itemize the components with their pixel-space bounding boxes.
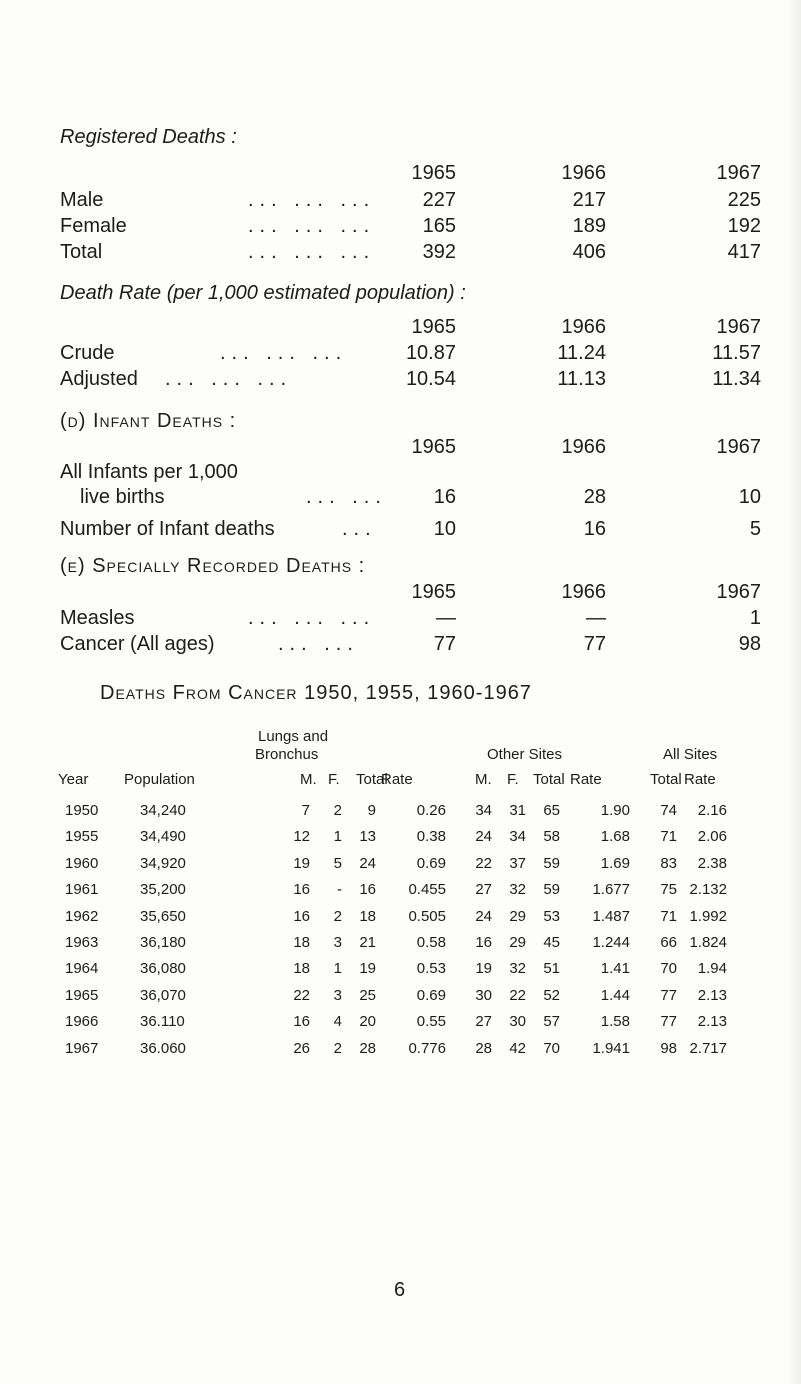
- col-other-total-cell: 45: [543, 934, 560, 951]
- col-lungs-total-cell: 25: [359, 986, 376, 1004]
- registered-row-label: Total: [60, 241, 103, 263]
- col-population-cell: 36,070: [140, 986, 186, 1004]
- registered-deaths-title: Registered Deaths :: [60, 126, 237, 148]
- col-lungs-f-cell: 3: [333, 934, 342, 951]
- row-leader: ... ... ...: [220, 342, 348, 364]
- col-other-rate-cell: 1.90: [600, 802, 630, 819]
- infant-row-label-cont: live births: [80, 486, 165, 508]
- table-row: [60, 987, 750, 1011]
- col-year-cell: 1963: [65, 934, 99, 951]
- col-lungs-rate-cell: 0.776: [408, 1039, 446, 1057]
- table-row: [60, 828, 750, 852]
- col-lungs-f-cell: 1: [333, 828, 342, 846]
- group-header-lungs-cont: Bronchus: [255, 746, 319, 763]
- col-lungs-m-cell: 22: [293, 986, 310, 1004]
- death-rate-year: 1965: [411, 316, 456, 338]
- infant-rate-1965: 16: [433, 486, 456, 508]
- col-year-cell: 1950: [65, 802, 99, 819]
- col-all-rate-cell: 2.132: [689, 881, 727, 899]
- death-rate-year: 1966: [561, 316, 606, 338]
- col-year-cell: 1967: [65, 1039, 99, 1057]
- col-other-f-cell: 32: [509, 881, 526, 899]
- col-lungs-f-header: F.: [328, 771, 340, 788]
- col-all-total-cell: 71: [660, 828, 677, 846]
- table-row: [60, 934, 750, 958]
- col-population-cell: 35,200: [140, 881, 186, 899]
- col-lungs-m-cell: 16: [293, 1013, 310, 1031]
- table-row: [60, 1013, 750, 1037]
- col-lungs-rate-cell: 0.38: [416, 828, 446, 846]
- col-lungs-total-cell: 18: [359, 907, 376, 925]
- measles-1967: 1: [749, 607, 761, 629]
- col-lungs-total-cell: 24: [359, 854, 376, 872]
- col-other-rate-cell: 1.58: [600, 1013, 630, 1031]
- measles-1966: —: [586, 607, 606, 629]
- infant-deaths-1965: 10: [433, 518, 456, 540]
- group-header-lungs: Lungs and: [258, 728, 329, 745]
- col-lungs-m-cell: 19: [293, 854, 310, 872]
- col-lungs-m-cell: 7: [301, 802, 310, 819]
- col-lungs-m-cell: 16: [293, 881, 310, 899]
- col-other-total-cell: 52: [543, 986, 560, 1004]
- col-lungs-f-cell: 5: [333, 854, 342, 872]
- death-rate-row-label: Crude: [60, 342, 115, 364]
- col-other-m-cell: 30: [475, 986, 492, 1004]
- col-population-header: Population: [124, 771, 195, 788]
- col-other-f-cell: 30: [509, 1013, 526, 1031]
- col-lungs-total-header: Total: [356, 771, 388, 788]
- col-other-rate-header: Rate: [570, 771, 602, 788]
- col-lungs-total-cell: 20: [359, 1013, 376, 1031]
- col-other-f-cell: 37: [509, 854, 526, 872]
- infant-year: 1965: [411, 436, 456, 458]
- death-rate-title: Death Rate (per 1,000 estimated population) :: [60, 282, 466, 304]
- col-lungs-m-cell: 18: [293, 960, 310, 978]
- col-other-total-cell: 57: [543, 1013, 560, 1031]
- col-lungs-total-cell: 9: [367, 802, 376, 819]
- registered-year-1966: 1966: [561, 162, 606, 184]
- col-all-rate-cell: 2.13: [697, 1013, 727, 1031]
- special-year: 1967: [716, 581, 761, 603]
- col-all-rate-header: Rate: [684, 771, 716, 788]
- col-lungs-rate-cell: 0.69: [416, 854, 446, 872]
- col-lungs-f-cell: -: [337, 881, 342, 899]
- col-lungs-rate-cell: 0.69: [416, 986, 446, 1004]
- special-year: 1966: [561, 581, 606, 603]
- special-year: 1965: [411, 581, 456, 603]
- col-population-cell: 35,650: [140, 907, 186, 925]
- registered-row-label: Female: [60, 215, 127, 237]
- col-all-total-cell: 77: [660, 986, 677, 1004]
- page-edge-shadow: [787, 0, 801, 1384]
- col-other-rate-cell: 1.68: [600, 828, 630, 846]
- col-other-rate-cell: 1.677: [592, 881, 630, 899]
- table-row: [60, 1040, 750, 1064]
- row-leader: ... ...: [306, 486, 387, 508]
- page-number: 6: [394, 1279, 406, 1301]
- col-other-rate-cell: 1.69: [600, 854, 630, 872]
- col-all-total-cell: 77: [660, 1013, 677, 1031]
- col-other-total-header: Total: [533, 771, 565, 788]
- cancer-1967: 98: [738, 633, 761, 655]
- infant-rate-1967: 10: [738, 486, 761, 508]
- infant-year: 1967: [716, 436, 761, 458]
- col-other-total-cell: 58: [543, 828, 560, 846]
- col-other-f-cell: 31: [509, 802, 526, 819]
- col-population-cell: 34,490: [140, 828, 186, 846]
- col-other-rate-cell: 1.244: [592, 934, 630, 951]
- infant-deaths-1966: 16: [583, 518, 606, 540]
- col-other-f-header: F.: [507, 771, 519, 788]
- col-other-total-cell: 59: [543, 854, 560, 872]
- col-year-cell: 1962: [65, 907, 99, 925]
- crude-rate-1967: 11.57: [712, 342, 761, 364]
- registered-female-1965: 165: [422, 215, 456, 237]
- table-row: [60, 908, 750, 932]
- col-all-total-header: Total: [650, 771, 682, 788]
- col-lungs-rate-cell: 0.505: [408, 907, 446, 925]
- col-lungs-m-cell: 26: [293, 1039, 310, 1057]
- col-all-rate-cell: 1.824: [689, 934, 727, 951]
- infant-row-label: All Infants per 1,000: [60, 461, 238, 483]
- row-leader: ... ... ...: [248, 241, 376, 263]
- infant-deaths-1967: 5: [749, 518, 761, 540]
- col-other-m-cell: 34: [475, 802, 492, 819]
- col-other-m-cell: 22: [475, 854, 492, 872]
- special-row-label: Measles: [60, 607, 135, 629]
- col-year-cell: 1964: [65, 960, 99, 978]
- cancer-table-header-row: [60, 771, 750, 795]
- registered-total-1965: 392: [422, 241, 456, 263]
- col-other-m-header: M.: [475, 771, 492, 788]
- adjusted-rate-1966: 11.13: [557, 368, 606, 390]
- death-rate-row-label: Adjusted: [60, 368, 138, 390]
- col-all-total-cell: 66: [660, 934, 677, 951]
- group-header-other: Other Sites: [487, 746, 563, 763]
- col-other-f-cell: 42: [509, 1039, 526, 1057]
- registered-total-1967: 417: [727, 241, 761, 263]
- table-row: [60, 855, 750, 879]
- adjusted-rate-1965: 10.54: [405, 368, 456, 390]
- col-all-total-cell: 83: [660, 854, 677, 872]
- col-lungs-rate-cell: 0.455: [408, 881, 446, 899]
- col-all-rate-cell: 2.16: [697, 802, 727, 819]
- col-year-cell: 1955: [65, 828, 99, 846]
- col-other-f-cell: 32: [509, 960, 526, 978]
- col-other-f-cell: 29: [509, 934, 526, 951]
- col-all-rate-cell: 1.94: [697, 960, 727, 978]
- col-lungs-rate-cell: 0.55: [416, 1013, 446, 1031]
- col-lungs-m-cell: 12: [293, 828, 310, 846]
- col-population-cell: 34,240: [140, 802, 186, 819]
- cancer-table-title: Deaths From Cancer 1950, 1955, 1960-1967: [100, 682, 532, 704]
- col-lungs-f-cell: 2: [333, 907, 342, 925]
- col-population-cell: 36,180: [140, 934, 186, 951]
- col-lungs-total-cell: 21: [359, 934, 376, 951]
- col-lungs-f-cell: 4: [333, 1013, 342, 1031]
- col-lungs-f-cell: 1: [333, 960, 342, 978]
- col-lungs-m-cell: 18: [293, 934, 310, 951]
- col-other-rate-cell: 1.487: [592, 907, 630, 925]
- col-other-m-cell: 24: [475, 907, 492, 925]
- col-all-total-cell: 71: [660, 907, 677, 925]
- row-leader: ... ... ...: [248, 189, 376, 211]
- table-row: [60, 802, 750, 826]
- col-lungs-total-cell: 28: [359, 1039, 376, 1057]
- col-other-m-cell: 27: [475, 881, 492, 899]
- col-year-cell: 1966: [65, 1013, 99, 1031]
- col-lungs-f-cell: 2: [333, 802, 342, 819]
- registered-year-1965: 1965: [411, 162, 456, 184]
- infant-deaths-title: (d) Infant Deaths :: [60, 410, 237, 432]
- col-other-m-cell: 28: [475, 1039, 492, 1057]
- row-leader: ... ... ...: [248, 215, 376, 237]
- col-lungs-total-cell: 19: [359, 960, 376, 978]
- col-all-rate-cell: 2.13: [697, 986, 727, 1004]
- col-all-total-cell: 98: [660, 1039, 677, 1057]
- adjusted-rate-1967: 11.34: [712, 368, 761, 390]
- col-lungs-rate-header: Rate: [381, 771, 413, 788]
- registered-female-1966: 189: [572, 215, 606, 237]
- infant-year: 1966: [561, 436, 606, 458]
- crude-rate-1966: 11.24: [557, 342, 606, 364]
- group-header-all: All Sites: [663, 746, 718, 763]
- col-all-rate-cell: 2.06: [697, 828, 727, 846]
- col-other-total-cell: 53: [543, 907, 560, 925]
- col-other-total-cell: 59: [543, 881, 560, 899]
- col-lungs-m-cell: 16: [293, 907, 310, 925]
- col-population-cell: 36.060: [140, 1039, 186, 1057]
- col-lungs-rate-cell: 0.26: [416, 802, 446, 819]
- registered-total-1966: 406: [572, 241, 606, 263]
- cancer-1966: 77: [583, 633, 606, 655]
- col-all-total-cell: 70: [660, 960, 677, 978]
- col-population-cell: 36.110: [140, 1013, 185, 1031]
- col-other-m-cell: 24: [475, 828, 492, 846]
- infant-rate-1966: 28: [583, 486, 606, 508]
- col-all-total-cell: 74: [660, 802, 677, 819]
- col-lungs-total-cell: 13: [359, 828, 376, 846]
- col-other-total-cell: 65: [543, 802, 560, 819]
- col-lungs-rate-cell: 0.53: [416, 960, 446, 978]
- col-all-rate-cell: 2.38: [697, 854, 727, 872]
- col-other-m-cell: 19: [475, 960, 492, 978]
- col-other-rate-cell: 1.941: [592, 1039, 630, 1057]
- death-rate-year: 1967: [716, 316, 761, 338]
- col-other-m-cell: 16: [475, 934, 492, 951]
- col-year-header: Year: [58, 771, 89, 788]
- col-lungs-f-cell: 2: [333, 1039, 342, 1057]
- registered-male-1967: 225: [727, 189, 761, 211]
- infant-row-label: Number of Infant deaths: [60, 518, 275, 540]
- row-leader: ... ... ...: [165, 368, 293, 390]
- cancer-1965: 77: [433, 633, 456, 655]
- col-year-cell: 1965: [65, 986, 99, 1004]
- registered-row-label: Male: [60, 189, 104, 211]
- col-lungs-f-cell: 3: [333, 986, 342, 1004]
- row-leader: ... ... ...: [248, 607, 376, 629]
- col-other-rate-cell: 1.44: [600, 986, 630, 1004]
- special-deaths-title: (e) Specially Recorded Deaths :: [60, 555, 366, 577]
- measles-1965: —: [436, 607, 456, 629]
- registered-male-1966: 217: [572, 189, 606, 211]
- registered-male-1965: 227: [422, 189, 456, 211]
- col-all-rate-cell: 2.717: [689, 1039, 727, 1057]
- col-year-cell: 1961: [65, 881, 99, 899]
- col-all-rate-cell: 1.992: [689, 907, 727, 925]
- col-population-cell: 36,080: [140, 960, 186, 978]
- col-lungs-rate-cell: 0.58: [416, 934, 446, 951]
- col-other-rate-cell: 1.41: [600, 960, 630, 978]
- row-leader: ... ...: [278, 633, 359, 655]
- special-row-label: Cancer (All ages): [60, 633, 215, 655]
- col-other-total-cell: 51: [543, 960, 560, 978]
- table-row: [60, 960, 750, 984]
- col-other-total-cell: 70: [543, 1039, 560, 1057]
- col-year-cell: 1960: [65, 854, 99, 872]
- crude-rate-1965: 10.87: [405, 342, 456, 364]
- col-population-cell: 34,920: [140, 854, 186, 872]
- row-leader: ...: [342, 518, 377, 540]
- col-lungs-total-cell: 16: [359, 881, 376, 899]
- col-other-f-cell: 22: [509, 986, 526, 1004]
- registered-female-1967: 192: [727, 215, 761, 237]
- col-other-f-cell: 29: [509, 907, 526, 925]
- col-lungs-m-header: M.: [300, 771, 317, 788]
- col-all-total-cell: 75: [660, 881, 677, 899]
- table-row: [60, 881, 750, 905]
- registered-year-1967: 1967: [716, 162, 761, 184]
- col-other-f-cell: 34: [509, 828, 526, 846]
- col-other-m-cell: 27: [475, 1013, 492, 1031]
